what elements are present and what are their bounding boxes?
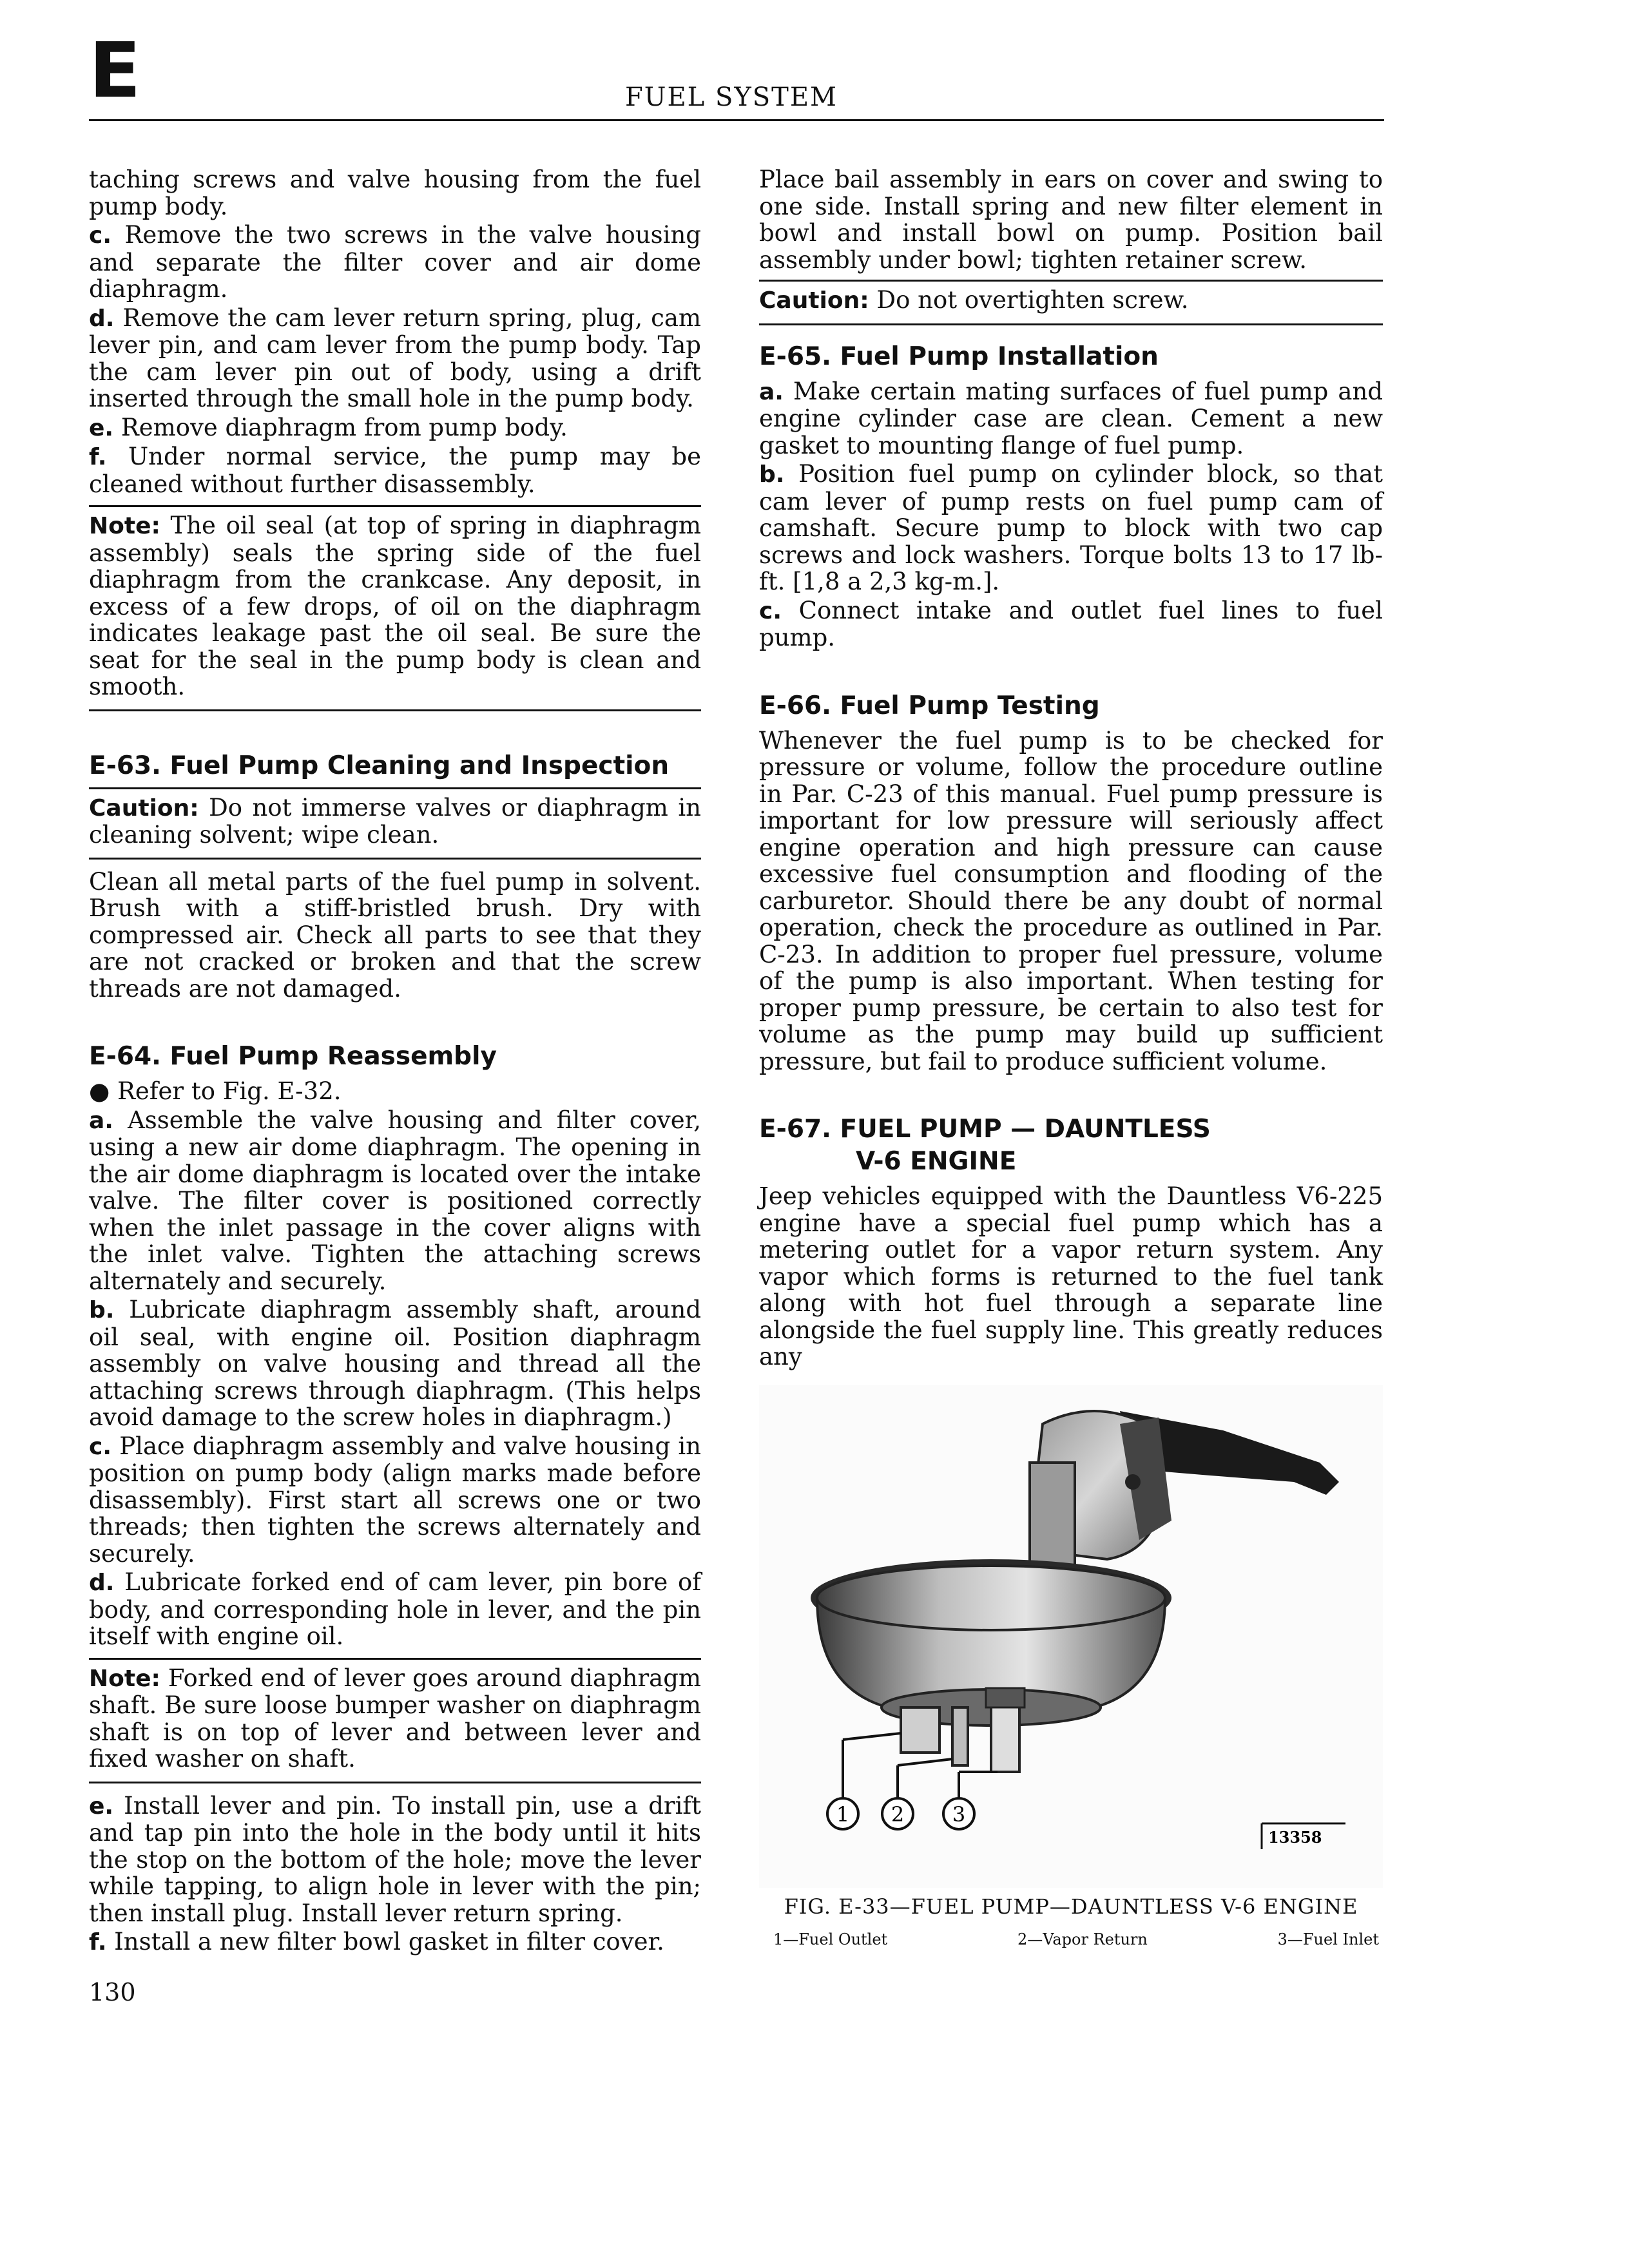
step-label: d. (89, 305, 115, 332)
step-label: a. (89, 1107, 113, 1134)
step-c: c. Connect intake and outlet fuel lines to fuel pump. (759, 596, 1383, 651)
paragraph-continuation: taching screws and valve housing from the fuel pump body. (89, 166, 701, 220)
page-number: 130 (89, 1978, 136, 2006)
step-label: c. (89, 222, 112, 249)
step-e: e. Install lever and pin. To install pin, use a drift and tap pin into the hole in the body until it hits the stop on the bottom of the hole; move the lever while tapping, to align hole in lever with the pin; then install plug. Install lever return spring. (89, 1791, 701, 1927)
step-b: b. Position fuel pump on cylinder block, so that cam lever of pump rests on fuel pump cam of camshaft. Secure pump to block with two cap screws and lock washers. Torque bolts 13 to 17 lb-ft. [1,8 a 2,3 kg-m.]. (759, 460, 1383, 595)
note-label: Note: (89, 1665, 160, 1692)
svg-text:13358: 13358 (1268, 1828, 1322, 1847)
section-heading-e65: E-65. Fuel Pump Installation (759, 341, 1159, 371)
step-a: a. Assemble the valve housing and filter cover, using a new air dome diaphragm. The opening in the air dome diaphragm is located over the intake valve. The filter cover is positioned correctly when the inlet passage in the cover aligns with the inlet valve. Tighten the attaching screws alternately and securely. (89, 1106, 701, 1295)
figure-reference: ● Refer to Fig. E-32. (89, 1077, 342, 1105)
bullet-icon: ● (89, 1077, 110, 1105)
caution-box (759, 280, 1383, 325)
left-column (89, 166, 701, 1958)
step-label: a. (759, 378, 784, 405)
step-label: b. (89, 1297, 115, 1323)
page-header-title: FUEL SYSTEM (625, 82, 838, 112)
testing-paragraph: Whenever the fuel pump is to be checked for pressure or volume, follow the procedure outline in Par. C-23 of this manual. Fuel pump pressure is important for low pressure will seriously affect engine operation and high pressure can cause excessive fuel consumption and flooding of the carburetor. Should there be any doubt of normal operation, check the procedure as outlined in Par. C-23. In addition to proper fuel pressure, volume of the pump is also important. When testing for proper pump pressure, be certain to also test for volume as the pump may build up sufficient pressure, but fail to produce sufficient volume. (759, 726, 1383, 1075)
cleaning-paragraph: Clean all metal parts of the fuel pump in solvent. Brush with a stiff-bristled brush. Dry with compressed air. Check all parts to see that they are not cracked or broken and that the screw threads are not damaged. (89, 867, 701, 1003)
step-d: d. Lubricate forked end of cam lever, pin bore of body, and corresponding hole in lever, and the pin itself with engine oil. (89, 1568, 701, 1650)
step-c: c. Remove the two screws in the valve housing and separate the filter cover and air dome diaphragm. (89, 221, 701, 303)
section-heading-e67: E-67. FUEL PUMP — DAUNTLESS V-6 ENGINE (759, 1115, 1211, 1176)
note-text: The oil seal (at top of spring in diaphragm assembly) seals the spring side of the fuel diaphragm from the crankcase. Any deposit, in excess of a few drops, of oil on the diaphragm indicates leakage past the oil seal. Be sure the seat for the seal in the pump body is clean and smooth. (89, 512, 702, 700)
svg-text:3: 3 (952, 1802, 966, 1827)
paragraph-continuation: Place bail assembly in ears on cover and swing to one side. Install spring and new filter element in bowl and install bowl on pump. Position bail assembly under bowl; tighten retainer screw. (759, 166, 1383, 274)
caution-label: Caution: (89, 794, 199, 822)
section-heading-e63: E-63. Fuel Pump Cleaning and Inspection (89, 751, 670, 780)
step-label: e. (89, 1792, 114, 1820)
step-label: c. (759, 597, 782, 624)
section-letter: E (89, 26, 139, 115)
callout-3 (943, 1798, 974, 1829)
figure-legend (773, 1930, 1379, 1948)
step-label: c. (89, 1433, 112, 1460)
note-text: Forked end of lever goes around diaphragm shaft. Be sure loose bumper washer on diaphragm shaft is on top of lever and between lever and fixed washer on shaft. (89, 1664, 701, 1773)
step-label: e. (89, 414, 114, 441)
dauntless-paragraph: Jeep vehicles equipped with the Dauntless V6-225 engine have a special fuel pump which has a metering outlet for a vapor return system. Any vapor which forms is returned to the fuel tank along with hot fuel through a separate line alongside the fuel supply line. This greatly reduces any (759, 1182, 1383, 1370)
note-box (89, 1658, 701, 1783)
step-label: f. (89, 1929, 107, 1956)
step-f: f. Install a new filter bowl gasket in filter cover. (89, 1928, 664, 1956)
caution-text: Do not overtighten screw. (876, 286, 1189, 314)
note-label: Note: (89, 513, 160, 539)
svg-text:2: 2 (891, 1802, 905, 1827)
step-label: b. (759, 461, 785, 488)
fuel-pump-figure (759, 1385, 1383, 1888)
step-b: b. Lubricate diaphragm assembly shaft, around oil seal, with engine oil. Position diaphragm assembly on valve housing and thread all the attaching screws through diaphragm. (This helps avoid damage to the screw holes in diaphragm.) (89, 1296, 702, 1431)
caution-label: Caution: (759, 287, 869, 314)
step-c: c. Place diaphragm assembly and valve housing in position on pump body (align marks made before disassembly). First start all screws one or two threads; then tighten the screws alternately and securely. (89, 1432, 702, 1568)
step-label: f. (89, 444, 107, 470)
step-f: f. Under normal service, the pump may be cleaned without further disassembly. (89, 443, 701, 498)
section-heading-e64: E-64. Fuel Pump Reassembly (89, 1042, 497, 1071)
step-a: a. Make certain mating surfaces of fuel pump and engine cylinder case are clean. Cement a new gasket to mounting flange of fuel pump. (759, 377, 1383, 459)
legend-item: 1—Fuel Outlet (773, 1930, 888, 1948)
fuel-pump-illustration (759, 1385, 1383, 1888)
figure-caption: FIG. E-33—FUEL PUMP—DAUNTLESS V-6 ENGINE (784, 1894, 1358, 1919)
svg-text:1: 1 (836, 1802, 850, 1827)
callout-2 (882, 1798, 913, 1829)
legend-item: 2—Vapor Return (1017, 1930, 1148, 1948)
note-box (89, 505, 701, 711)
step-d: d. Remove the cam lever return spring, plug, cam lever pin, and cam lever from the pump body. Tap the cam lever pin out of body, using a drift inserted through the small hole in the pump body. (89, 303, 701, 412)
step-e: e. Remove diaphragm from pump body. (89, 413, 568, 441)
section-heading-e66: E-66. Fuel Pump Testing (759, 691, 1100, 720)
header-divider (89, 119, 1384, 121)
callout-1 (827, 1798, 858, 1829)
caution-box (89, 787, 701, 860)
step-label: d. (89, 1570, 115, 1596)
caution-text: Do not immerse valves or diaphragm in cleaning solvent; wipe clean. (89, 793, 701, 849)
right-column (759, 166, 1383, 1372)
legend-item: 3—Fuel Inlet (1277, 1930, 1379, 1948)
